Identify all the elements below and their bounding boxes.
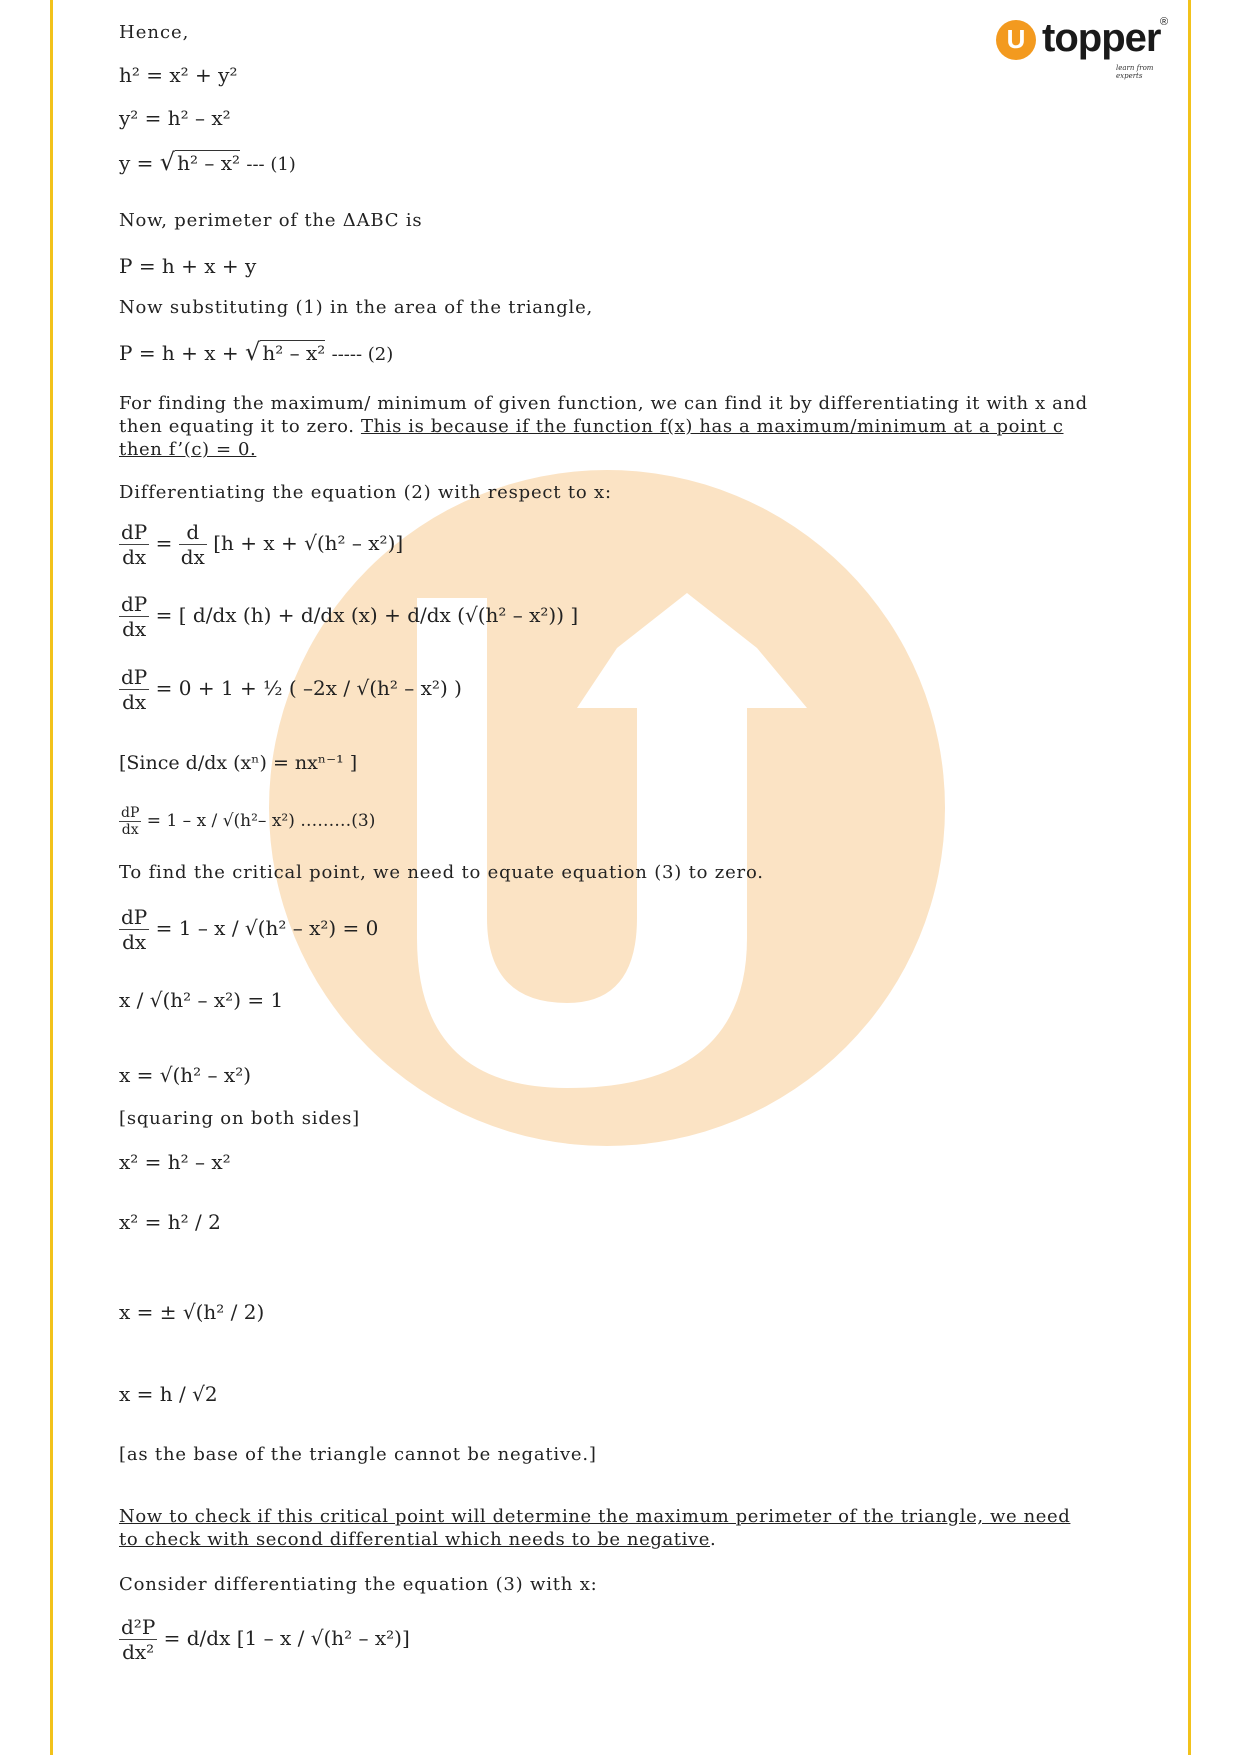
eq-2: P = h + x + √ h² – x² ----- (2) — [119, 338, 394, 366]
eq-dp-dx-2: $\frac{dP}{dx}$ = [ d/dx (h) + d/dx (x) + d/dx (√(h² – x²)) ] — [121, 592, 579, 641]
eq-second-derivative: $\frac{\text{d²P}}{\text{dx²}}$ = d/dx [1 – x / √(h² – x²)] — [121, 1615, 410, 1664]
text-squaring: [squaring on both sides] — [119, 1108, 360, 1129]
paragraph-second-derivative: Now to check if this critical point will determine the maximum perimeter of the triangle, we need to check with second differential which needs to be negative. — [119, 1506, 1071, 1550]
logo-mark-icon: U — [996, 20, 1036, 60]
text-substituting: Now substituting (1) in the area of the triangle, — [119, 297, 594, 318]
text-consider: Consider differentiating the equation (3) with x: — [119, 1574, 598, 1595]
eq-dp-dx-1: $\frac{dP}{dx}$ = $\frac{d}{dx}$ [h + x + √(h² – x²)] — [121, 520, 404, 569]
text-critical-point: To find the critical point, we need to equate equation (3) to zero. — [119, 862, 764, 883]
paragraph-maxmin: For finding the maximum/ minimum of given function, we can find it by differentiating it with x and then equating it to zero. This is because if the function f(x) has a maximum/minimum at a point c then f’(c) = 0. — [119, 393, 1088, 460]
text-differentiating: Differentiating the equation (2) with respect to x: — [119, 482, 612, 503]
eq-y-squared: y² = h² – x² — [119, 106, 231, 130]
eq-x-final: x = h / √2 — [119, 1382, 218, 1406]
text-hence: Hence, — [119, 22, 190, 43]
eq-pythagoras: h² = x² + y² — [119, 63, 238, 87]
topper-logo — [996, 14, 1176, 80]
eq-x-root: x = √(h² – x²) — [119, 1063, 252, 1087]
page-border-left — [50, 0, 53, 1755]
eq-x-squared-half: x² = h² / 2 — [119, 1210, 221, 1234]
eq-dp-dx-3: $\frac{dP}{dx}$ = 0 + 1 + ½ ( –2x / √(h² – x²) ) — [121, 665, 462, 714]
logo-text: topper — [1042, 16, 1161, 60]
eq-ratio-one: x / √(h² – x²) = 1 — [119, 988, 284, 1012]
eq-perimeter: P = h + x + y — [119, 254, 257, 278]
text-perimeter: Now, perimeter of the ΔABC is — [119, 210, 423, 231]
registered-icon: ® — [1160, 16, 1169, 28]
logo-tagline: learn from experts — [1116, 64, 1154, 80]
eq-1: y = √ h² – x² --- (1) — [119, 148, 296, 176]
page-border-right — [1188, 0, 1191, 1755]
eq-critical: $\frac{dP}{dx}$ = 1 – x / √(h² – x²) = 0 — [121, 905, 379, 954]
note-power-rule: [Since d/dx (xⁿ) = nxⁿ⁻¹ ] — [119, 752, 358, 774]
text-base-positive: [as the base of the triangle cannot be negative.] — [119, 1444, 597, 1465]
eq-x-squared: x² = h² – x² — [119, 1150, 231, 1174]
eq-3: $\frac{dP}{dx}$ = 1 – x / √(h²– x²) ………(3) — [121, 805, 376, 838]
eq-x-plusminus: x = ± √(h² / 2) — [119, 1300, 265, 1324]
